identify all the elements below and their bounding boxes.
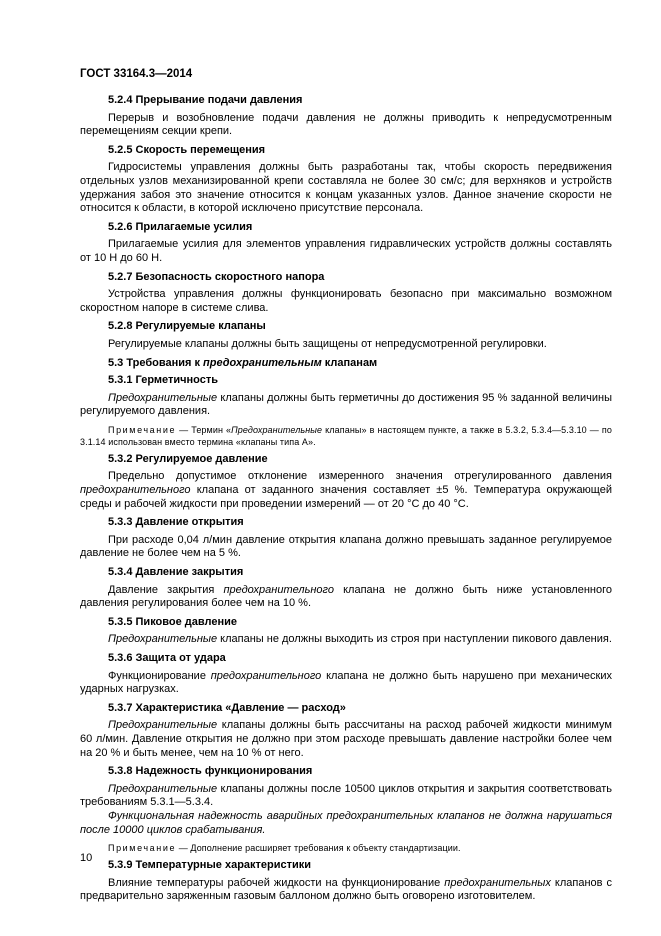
note-2-text: — Дополнение расширяет требования к объекту стандартизации. bbox=[176, 843, 461, 854]
section-5-2-5-text: Гидросистемы управления должны быть разработаны так, чтобы скорость передвижения отдельных узлов механизированной крепи составляла не более 30 см/с; для верхняков и устройств удержания забоя это значение относится к концам указанных узлов. Данное значение скорости не относится к области, в которой исключено присутствие персонала. bbox=[80, 161, 612, 215]
section-5-2-6-text: Прилагаемые усилия для элементов управления гидравлических устройств должны составлять от 10 Н до 60 Н. bbox=[80, 238, 612, 264]
section-5-3-1-title: 5.3.1 Герметичность bbox=[108, 374, 219, 387]
section-5-3-9-title: 5.3.9 Температурные характеристики bbox=[108, 859, 312, 872]
section-5-3-5-italic: Предохранительные bbox=[108, 633, 218, 646]
section-5-3-2-italic: предохранительного bbox=[80, 484, 191, 497]
section-5-3-6-italic: предохранительного bbox=[210, 669, 322, 682]
document-body bbox=[80, 94, 612, 909]
section-5-2-7-text: Устройства управления должны функционировать безопасно при максимально возможном скоростном напоре в системе слива. bbox=[80, 288, 612, 314]
section-5-3-6-a: Функционирование bbox=[108, 669, 211, 682]
note-1-label: Примечание bbox=[108, 424, 177, 435]
section-5-3-6-title: 5.3.6 Защита от удара bbox=[108, 652, 226, 664]
section-5-3-5-body: клапаны не должны выходить из строя при наступлении пикового давления. bbox=[217, 633, 612, 646]
section-5-3-9-a: Влияние температуры рабочей жидкости на функционирование bbox=[108, 876, 445, 889]
section-5-3-2-a: Предельно допустимое отклонение измеренного значения отрегулированного давления bbox=[108, 470, 612, 483]
section-5-3-9-italic: предохранительных bbox=[444, 876, 551, 889]
page-number: 10 bbox=[80, 852, 93, 864]
section-5-3-title-italic: предохранительным bbox=[203, 356, 322, 369]
section-5-3-4-italic: предохранительного bbox=[223, 583, 334, 596]
section-5-3-2-title: 5.3.2 Регулируемое давление bbox=[108, 452, 268, 465]
section-5-3-title bbox=[80, 357, 612, 371]
document-header: ГОСТ 33164.3—2014 bbox=[80, 68, 193, 80]
section-5-3-title-a: 5.3 Требования к bbox=[108, 356, 204, 369]
note-2 bbox=[80, 842, 612, 854]
section-5-3-1-body: клапаны должны быть герметичны до достижения 95 % заданной величины регулируемого давления. bbox=[80, 391, 612, 418]
section-5-3-6-text bbox=[80, 670, 612, 697]
section-5-3-3-title: 5.3.3 Давление открытия bbox=[108, 516, 244, 529]
section-5-3-7-italic: Предохранительные bbox=[108, 719, 218, 732]
section-5-2-8-text: Регулируемые клапаны должны быть защищены от непредусмотренной регулировки. bbox=[108, 337, 547, 350]
section-5-3-8-italic: Предохранительные bbox=[108, 782, 218, 795]
section-5-3-2-b: клапана от заданного значения составляет ±5 %. Температура окружающей среды и рабочей жидкости при проведении измерений — от 20 °С до 40 °С. bbox=[80, 484, 612, 510]
section-5-3-7-body: клапаны должны быть рассчитаны на расход рабочей жидкости минимум 60 л/мин. Давление открытия не должно при этом расходе превышать давление настройки более чем на 20 % и быть менее, чем на 10 % от него. bbox=[80, 719, 612, 759]
section-5-3-3-text: При расходе 0,04 л/мин давление открытия клапана должно превышать заданное регулируемое давление не более чем на 5 %. bbox=[80, 533, 612, 560]
section-5-3-8-text bbox=[80, 783, 612, 810]
section-5-3-5-text bbox=[80, 633, 612, 647]
section-5-2-8-title: 5.2.8 Регулируемые клапаны bbox=[108, 320, 266, 333]
section-5-3-8-italic-paragraph bbox=[80, 810, 612, 837]
section-5-3-4-a: Давление закрытия bbox=[108, 583, 224, 596]
note-1 bbox=[80, 424, 612, 448]
section-5-2-7-title: 5.2.7 Безопасность скоростного напора bbox=[108, 270, 325, 283]
section-5-3-2-text bbox=[80, 470, 612, 511]
section-5-3-4-title: 5.3.4 Давление закрытия bbox=[108, 566, 244, 579]
section-5-3-7-text bbox=[80, 719, 612, 760]
section-5-3-title-b: клапанам bbox=[321, 356, 378, 369]
section-5-3-4-text bbox=[80, 584, 612, 611]
note-2-label: Примечание bbox=[108, 843, 177, 854]
note-1-b: клапаны» в настоящем пункте, а также в 5.3.2, 5.3.4—5.3.10 — по 3.1.14 использован вместо термина «клапаны типа А». bbox=[80, 424, 612, 447]
section-5-3-8-italic-text: Функциональная надежность аварийных предохранительных клапанов не должна нарушаться после 10000 циклов срабатывания. bbox=[80, 809, 612, 836]
section-5-3-9-text bbox=[80, 877, 612, 904]
section-5-2-4-title: 5.2.4 Прерывание подачи давления bbox=[108, 94, 303, 106]
section-5-2-4-text: Перерыв и возобновление подачи давления не должны приводить к непредусмотренным перемещениям секции крепи. bbox=[80, 111, 612, 138]
section-5-2-5-title: 5.2.5 Скорость перемещения bbox=[108, 143, 266, 156]
section-5-2-6-title: 5.2.6 Прилагаемые усилия bbox=[108, 220, 253, 233]
section-5-3-5-title: 5.3.5 Пиковое давление bbox=[108, 615, 237, 628]
section-5-3-1-text bbox=[80, 392, 612, 419]
section-5-3-6-b: клапана не должно быть нарушено при механических ударных нагрузках. bbox=[80, 669, 613, 696]
note-1-italic: Предохранительные bbox=[231, 424, 323, 435]
section-5-3-4-b: клапана не должно быть ниже установленного давления регулирования более чем на 10 %. bbox=[80, 583, 613, 610]
note-1-a: — Термин « bbox=[176, 424, 232, 435]
section-5-3-8-title: 5.3.8 Надежность функционирования bbox=[108, 765, 313, 778]
section-5-3-1-italic: Предохранительные bbox=[108, 391, 218, 404]
section-5-3-7-title: 5.3.7 Характеристика «Давление — расход» bbox=[108, 701, 346, 714]
section-5-3-9-b: клапанов с предварительно заряженным газовым баллоном должно быть оговорено изготовителем. bbox=[80, 876, 612, 903]
section-5-3-8-body: клапаны должны после 10500 циклов открытия и закрытия соответствовать требованиям 5.3.1—5.3.4. bbox=[80, 782, 612, 809]
